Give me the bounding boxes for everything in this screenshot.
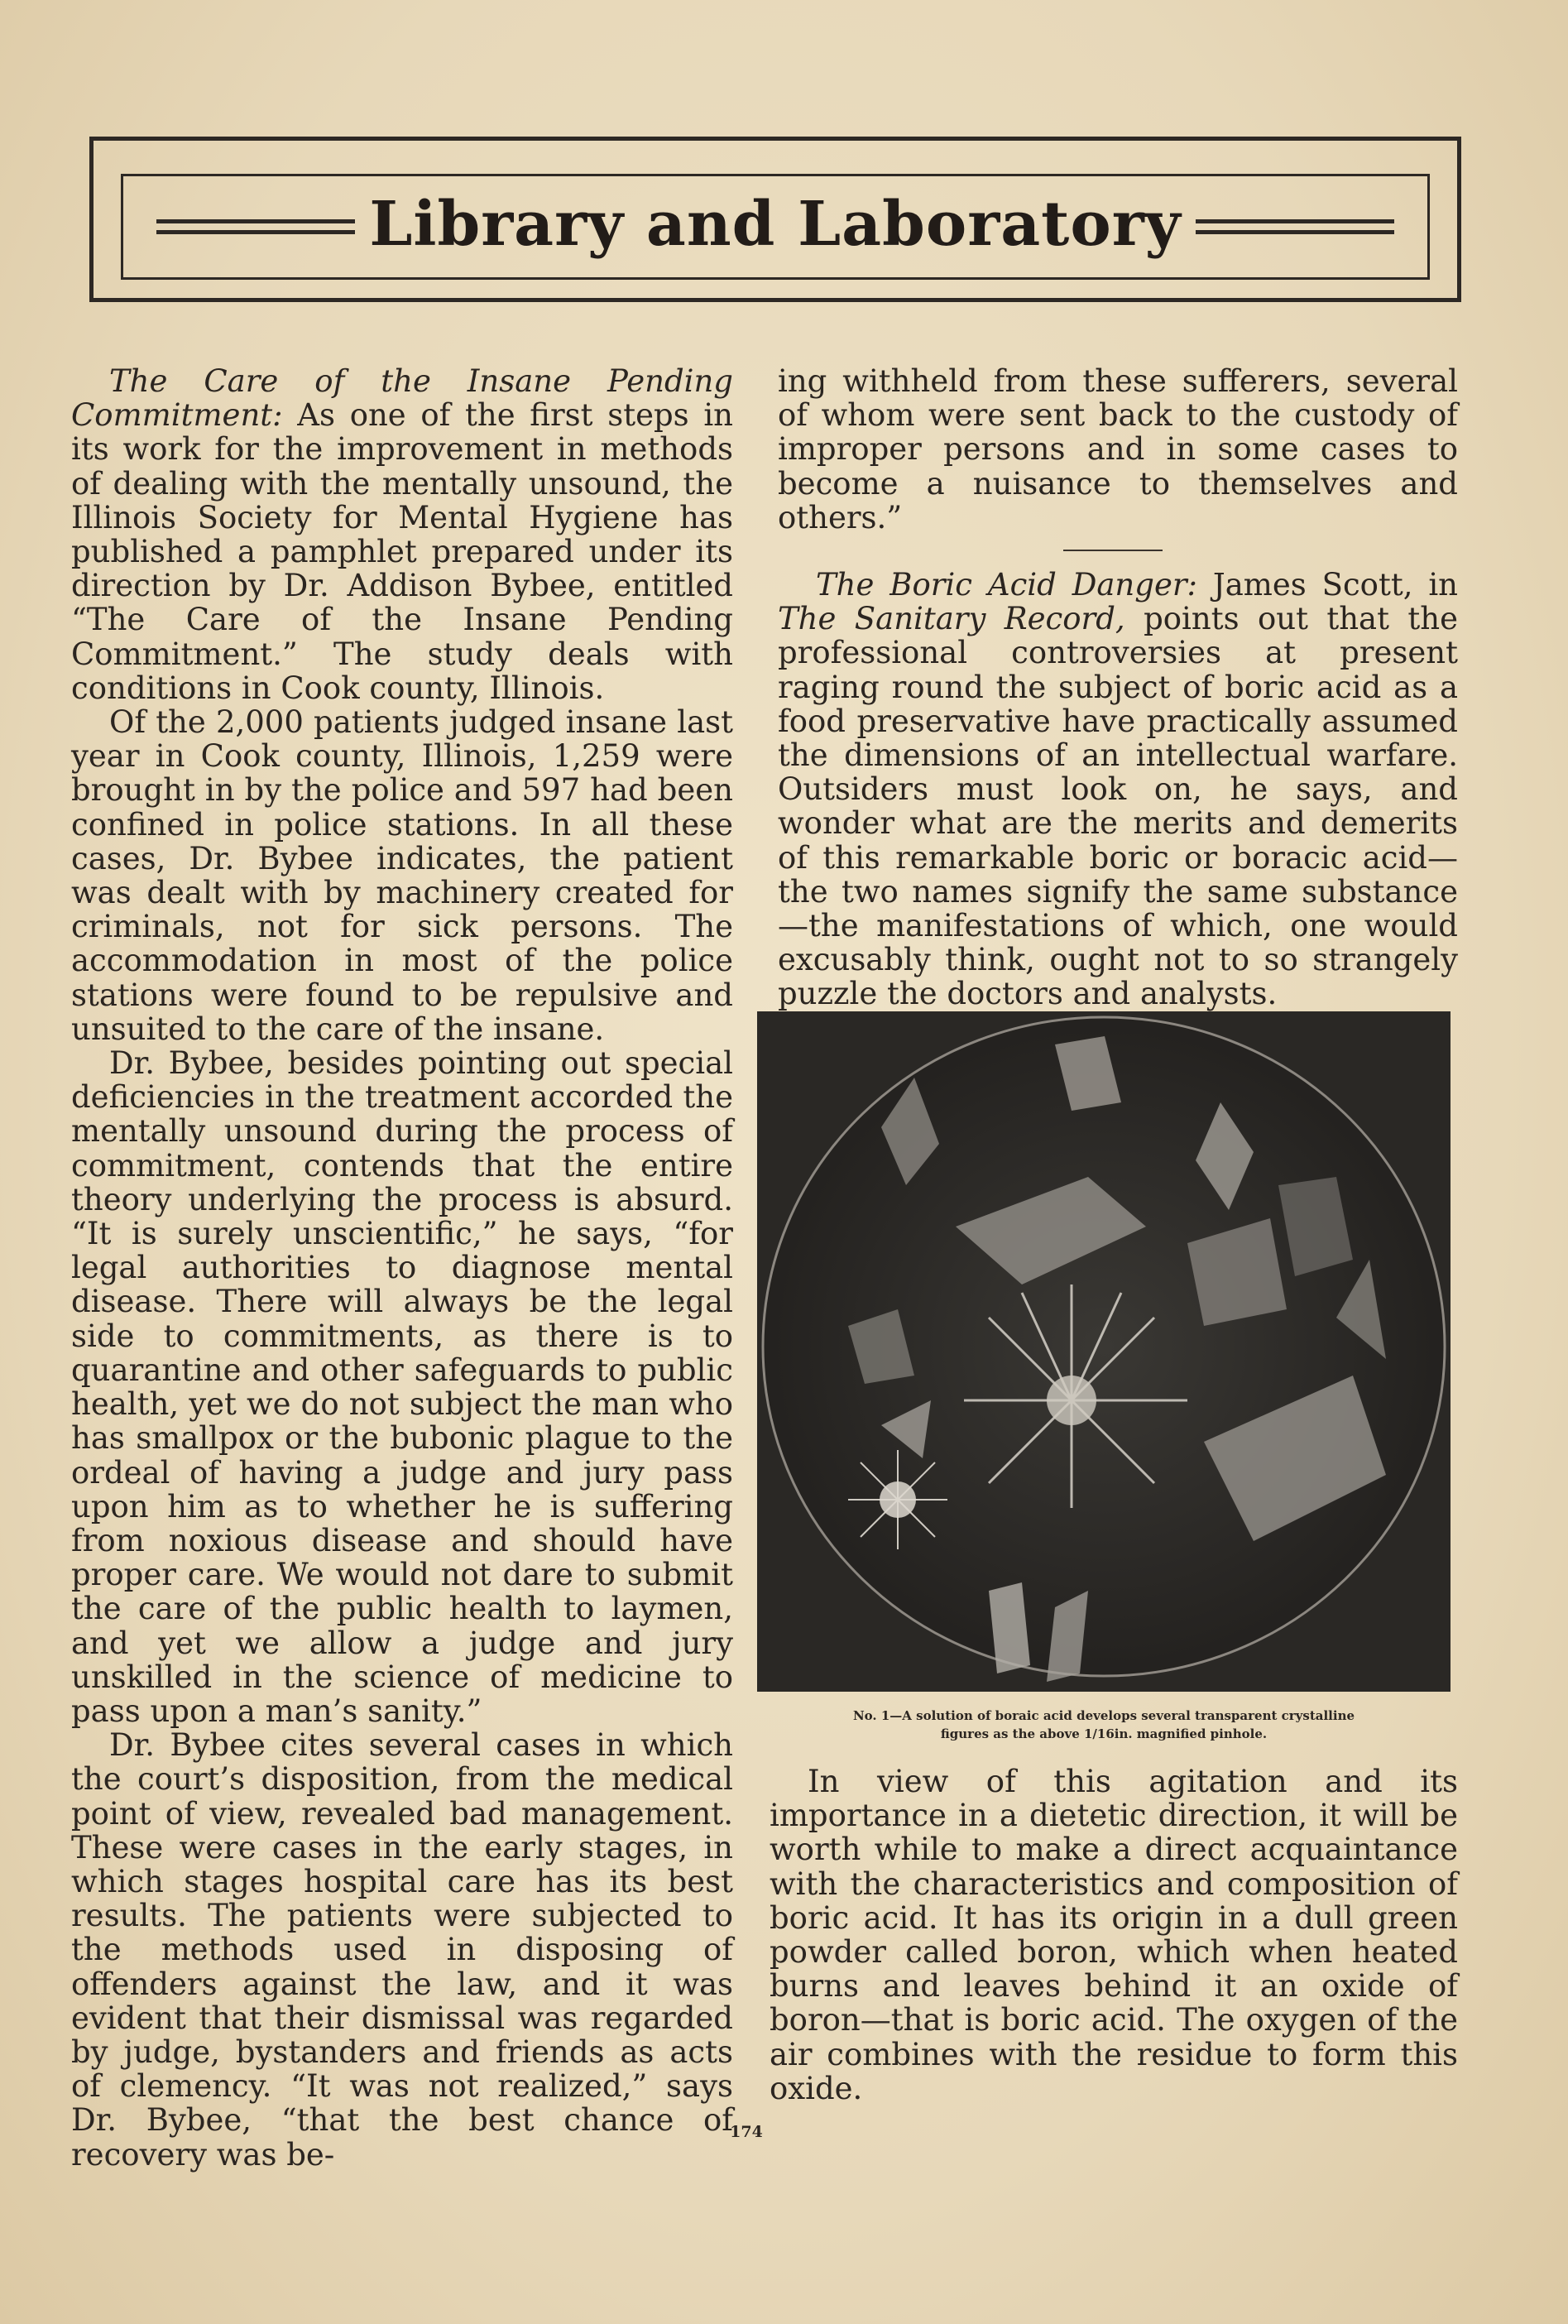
right-column (778, 364, 1458, 1011)
right-column-lower (770, 1765, 1458, 2106)
section-separator (1063, 550, 1163, 551)
page-number: 174 (730, 2123, 763, 2141)
article-lead: The Boric Acid Danger: (816, 567, 1197, 603)
crystal-photograph (757, 1011, 1451, 1692)
source-title: The Sanitary Record, (778, 601, 1125, 637)
article-paragraph: Of the 2,000 patients judged insane last year in Cook county, Illinois, 1,259 were brought in by the police and 597 had been confined in police stations. In all these cases, Dr. Bybee indicates, the patient was dealt with by machinery created for criminals, not for sick persons. The accommodation in most of the police stations were found to be repulsive and unsuited to the care of the insane. (71, 704, 733, 1047)
article-paragraph: Dr. Bybee, besides pointing out special deficiencies in the treatment accorded the mentally unsound during the process of commitment, contends that the entire theory underlying the process is absurd. “It is surely unscientific,” he says, “for legal authorities to diagnose mental disease. There will always be the legal side to commitments, as there is to quarantine and other safeguards to public health, yet we do not subject the man who has smallpox or the bubonic plague to the ordeal of having a judge and jury pass upon him as to whether he is suffering from noxious disease and should have proper care. We would not dare to submit the care of the public health to laymen, and yet we allow a judge and jury unskilled in the science of medicine to pass upon a man’s sanity.” (71, 1045, 733, 1729)
right-ornament-rules (1196, 219, 1394, 241)
article-paragraph: Dr. Bybee cites several cases in which the court’s disposition, from the medical point of view, revealed bad management. These were cases in the early stages, in which stages hospital care has its best results. The patients were subjected to the methods used in disposing of offenders against the law, and it was evident that their dismissal was regarded by judge, bystanders and friends as acts of clemency. “It was not realized,” says Dr. Bybee, “that the best chance of recovery was be- (71, 1727, 733, 2173)
crystal-figure-image (757, 1011, 1451, 1692)
figure-caption: No. 1—A solution of boraic acid develops several transparent crystalline figures as the above 1/16in. magnified pinhole. (852, 1708, 1355, 1741)
header-banner (121, 174, 1430, 280)
article-paragraph: In view of this agitation and its importance in a dietetic direction, it will be worth while to make a direct acquaintance with the characteristics and composition of boric acid. It has its origin in a dull green powder called boron, which when heated burns and leaves behind it an oxide of boron—that is boric acid. The oxygen of the air combines with the residue to form this oxide. (770, 1764, 1458, 2106)
continuation-paragraph: ing withheld from these sufferers, several of whom were sent back to the custody of improper persons and in some cases to become a nuisance to themselves and others.” (778, 363, 1458, 535)
article-lead: The Care of the Insane Pending Commitment: (71, 363, 733, 434)
left-column (71, 364, 733, 2172)
section-title: Library and Laboratory (369, 189, 1182, 260)
article-paragraph: The Boric Acid Danger: James Scott, in The Sanitary Record, points out that the professional controversies at present raging round the subject of boric acid as a food preservative have practically assumed the dimensions of an intellectual warfare. Outsiders must look on, he says, and wonder what are the merits and demerits of this remarkable boric or boracic acid—the two names signify the same substance—the manifestations of which, one would excusably think, ought not to so strangely puzzle the doctors and analysts. (778, 567, 1458, 1012)
left-ornament-rules (156, 219, 355, 241)
article-paragraph: The Care of the Insane Pending Commitment: As one of the first steps in its work for the improvement in methods of dealing with the mentally unsound, the Illinois Society for Mental Hygiene has published a pamphlet prepared under its direction by Dr. Addison Bybee, entitled “The Care of the Insane Pending Commitment.” The study deals with conditions in Cook county, Illinois. (71, 363, 733, 706)
